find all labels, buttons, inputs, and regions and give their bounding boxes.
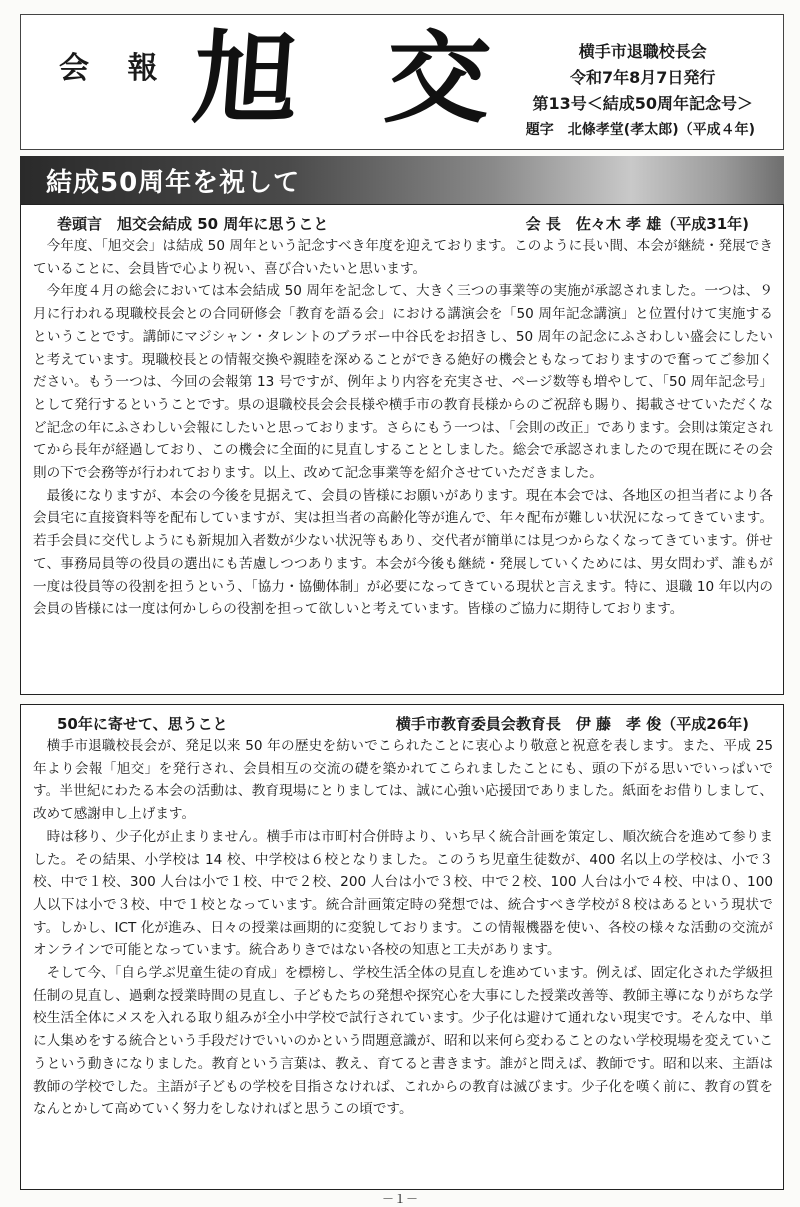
article-header: [33, 211, 773, 235]
paragraph: 最後になりますが、本会の今後を見据えて、会員の皆様にお願いがあります。現在本会では、各地区の担当者により各会員宅に直接資料等を配布していますが、実は担当者の高齢化等が進んで、年々配布が難しい状況になってきています。若手会員に交代しようにも新規加入者数が少ない状況等もあり、交代者が簡単には見つからなくなってきています。併せて、事務局員等の役員の選出にも苦慮しつつあります。本会が今後も継続・発展していくためには、男女問わず、誰もが一度は役員等の役割を担うという、「協力・協働体制」が必要になってきている現状と言えます。特に、退職 10 年以内の会員の皆様には一度は何かしらの役割を担って欲しいと考えています。皆様のご協力に期待しております。: [33, 487, 773, 618]
paragraph: 時は移り、少子化が止まりません。横手市は市町村合併時より、いち早く統合計画を策定し、順次統合を進めて参りました。その結果、小学校は 14 校、中学校は６校となりました。このうち児童生徒数が、400 名以上の学校は、小で３校、中で１校、300 人台は小で１校、中で２校、200 人台は小で３校、中で２校、100 人台は小で４校、中は０、100 人以下は小で３校、中で１校となっています。統合計画策定時の発想では、統合すべき学校が８校はあるという現状です。しかし、ICT 化が進み、日々の授業は画期的に変貌しております。この情報機器を使い、各校の様々な活動の交流がオンラインで可能となっています。統合ありきではない各校の知恵と工夫があります。: [33, 828, 773, 959]
article-body: [33, 735, 773, 1121]
paragraph: 横手市退職校長会が、発足以来 50 年の歴史を紡いでこられたことに衷心より敬意と祝意を表します。また、平成 25 年より会報「旭交」を発行され、会員相互の交流の礎を築かれてこられましたことにも、頭の下がる思いでいっぱいです。半世紀にわたる本会の活動は、教育現場にとりましては、誠に心強い応援団でありました。紙面をお借りしまして、改めて感謝申し上げます。: [33, 738, 773, 823]
article-title: 50年に寄せて、思うこと: [57, 715, 228, 733]
publication-info: [532, 39, 753, 117]
paragraph: 今年度４月の総会においては本会結成 50 周年を記念して、大きく三つの事業等の実施が承認されました。一つは、９月に行われる現職校長会との合同研修会「教育を語る会」における講演会を「50 周年記念講演」と位置付けて実施するということです。講師にマジシャン・タレントのブラボー中谷氏をお招きし、50 周年の記念にふさわしい盛会にしたいと考えています。現職校長との情報交換や親睦を深めることができる絶好の機会ともなっておりますので奮ってご参加ください。もう一つは、今回の会報第 13 号ですが、例年より内容を充実させ、ページ数等も増やして、「50 周年記念号」として発行するということです。県の退職校長会会長様や横手市の教育長様からのご祝辞も賜り、掲載させていただくなど記念の年にふさわしい会報にしたいと思っております。さらにもう一つは、「会則の改正」であります。会則は策定されてから長年が経過しており、この機会に全面的に見直しすることとしました。総会で承認されましたので現在既にその会則の下で会務等が行われております。以上、改めて記念事業等を紹介させていただきました。: [33, 283, 773, 482]
section-banner: [20, 156, 784, 206]
paragraph: そして今、「自ら学ぶ児童生徒の育成」を標榜し、学校生活全体の見直しを進めています。例えば、固定化された学級担任制の見直し、過剰な授業時間の見直し、子どもたちの発想や探究心を大事にした授業改善等、教師主導になりがちな学校生活全体にメスを入れる取り組みが全小中学校で試行されています。少子化は避けて通れない現実です。そんな中、単に人集めをする統合という手段だけでいいのかという問題意識が、昭和以来何ら変わることのない学校現場を変えていこうという動きになりました。教育という言葉は、教え、育てると書きます。誰がと問えば、教師です。昭和以来、主語は教師の学校でした。主語が子どもの学校を目指さなければ、これからの教育は滅びます。少子化を嘆く前に、教育の質をなんとかして高めていく努力をしなければと思うこの頃です。: [33, 965, 773, 1118]
issue-number: 第13号＜結成50周年記念号＞: [532, 94, 753, 113]
newsletter-title: 旭 交: [188, 19, 520, 137]
article-title: 巻頭言 旭交会結成 50 周年に思うこと: [57, 215, 329, 233]
calligraphy-credit: 題字 北條孝堂(孝太郎)（平成４年): [525, 122, 755, 138]
page-number: －１－: [381, 1192, 418, 1206]
article-header: [33, 711, 773, 735]
masthead: [20, 14, 784, 150]
article-author: 会 長 佐々木 孝 雄（平成31年): [525, 215, 749, 233]
article-foreword: [20, 204, 784, 695]
publisher: 横手市退職校長会: [578, 42, 707, 61]
paragraph: 今年度、「旭交会」は結成 50 周年という記念すべき年度を迎えております。このように長い間、本会が継続・発展できていることに、会員皆で心より祝い、喜び合いたいと思います。: [33, 238, 773, 277]
article-superintendent: [20, 704, 784, 1190]
article-body: [33, 235, 773, 621]
article-author: 横手市教育委員会教育長 伊 藤 孝 俊（平成26年): [395, 715, 749, 733]
section-title: 結成50周年を祝して: [46, 168, 301, 198]
newsletter-label: 会 報: [59, 51, 172, 86]
publish-date: 令和7年8月7日発行: [570, 68, 716, 87]
